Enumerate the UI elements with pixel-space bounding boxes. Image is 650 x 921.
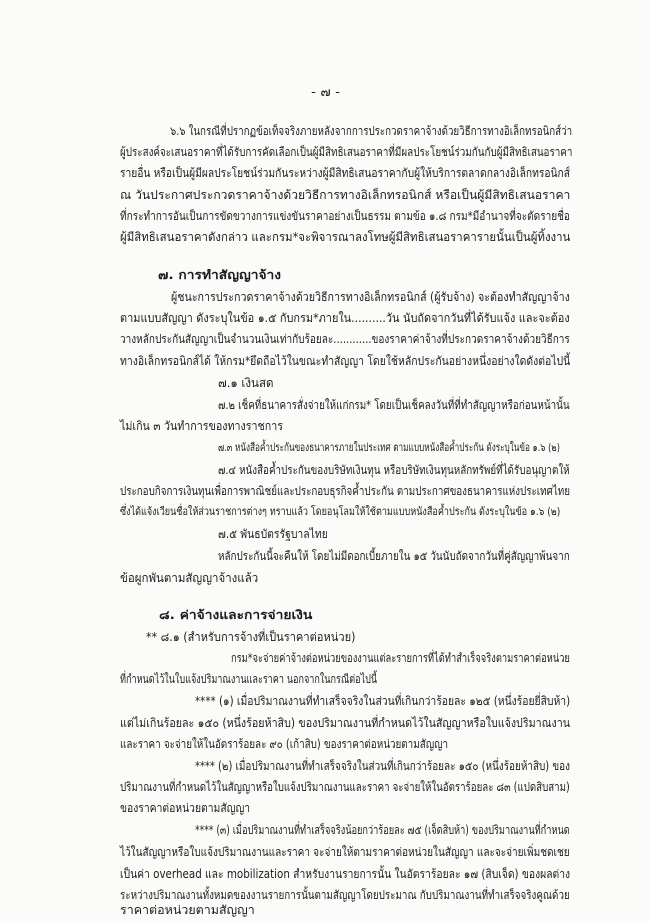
list-item: ของราคาต่อหน่วยตามสัญญา	[120, 801, 251, 815]
list-item: **** (๑) เมื่อปริมาณงานที่ทำเสร็จจริงในส่วนที่เกินกว่าร้อยละ ๑๒๕ (หนึ่งร้อยยี่สิบห้า)	[195, 694, 571, 708]
list-item: แต่ไม่เกินร้อยละ ๑๕๐ (หนึ่งร้อยห้าสิบ) ของปริมาณงานที่กำหนดไว้ในสัญญาหรือใบแจ้งปริมาณงาน	[120, 716, 570, 730]
list-item: ๗.๓ หนังสือค้ำประกันของธนาคารภายในประเทศ ตามแบบหนังสือค้ำประกัน ดังระบุในข้อ ๑.๖ (๒)	[218, 441, 560, 454]
section-heading: ๘. ค่าจ้างและการจ่ายเงิน	[159, 608, 313, 622]
list-item: ๗.๒ เช็คที่ธนาคารสั่งจ่ายให้แก่กรม* โดยเป็นเช็คลงวันที่ที่ทำสัญญาหรือก่อนหน้านั้น	[218, 398, 570, 412]
list-item: ๗.๔ หนังสือค้ำประกันของบริษัทเงินทุน หรือบริษัทเงินทุนหลักทรัพย์ที่ได้รับอนุญาตให้	[218, 463, 570, 477]
list-item: ไว้ในสัญญาหรือใบแจ้งปริมาณงานและราคา จะจ่ายให้ตามราคาต่อหน่วยในสัญญา และจะจ่ายเพิ่มชดเชย	[120, 845, 570, 859]
paragraph-line: หลักประกันนี้จะคืนให้ โดยไม่มีดอกเบี้ยภายใน ๑๕ วันนับถัดจากวันที่คู่สัญญาพ้นจาก	[218, 549, 570, 563]
paragraph-line: ผู้ชนะการประกวดราคาจ้างด้วยวิธีการทางอิเล็กทรอนิกส์ (ผู้รับจ้าง) จะต้องทำสัญญาจ้าง	[171, 290, 570, 304]
paragraph-line: ณ วันประกาศประกวดราคาจ้างด้วยวิธีการทางอิเล็กทรอนิกส์ หรือเป็นผู้มีสิทธิเสนอราคา	[120, 188, 571, 202]
paragraph-line: ผู้มีสิทธิเสนอราคาดังกล่าว และกรม*จะพิจารณาลงโทษผู้มีสิทธิเสนอราคารายนั้นเป็นผู้ทิ้งงาน	[120, 230, 571, 244]
paragraph-line: ๖.๖ ในกรณีที่ปรากฏข้อเท็จจริงภายหลังจากการประกวดราคาจ้างด้วยวิธีการทางอิเล็กทรอนิกส์ว่า	[170, 124, 573, 138]
paragraph-line: ทางอิเล็กทรอนิกส์ได้ ให้กรม*ยึดถือไว้ในขณะทำสัญญา โดยใช้หลักประกันอย่างหนึ่งอย่างใดดังต่อไปนี้	[120, 354, 571, 368]
paragraph-line: ตามแบบสัญญา ดังระบุในข้อ ๑.๕ กับกรม*ภายใน..........วัน นับถัดจากวันที่ได้รับแจ้ง และจะต้อง	[120, 311, 570, 325]
paragraph-line: วางหลักประกันสัญญาเป็นจำนวนเงินเท่ากับร้อยละ............ของราคาค่าจ้างที่ประกวดราคาจ้างด้วยวิธีการ	[120, 332, 570, 346]
sub-heading: ** ๘.๑ (สำหรับการจ้างที่เป็นราคาต่อหน่วย)	[146, 630, 356, 644]
page-number: - ๗ -	[311, 85, 341, 99]
list-item: **** (๒) เมื่อปริมาณงานที่ทำเสร็จจริงในส่วนที่เกินกว่าร้อยละ ๑๕๐ (หนึ่งร้อยห้าสิบ) ของ	[195, 759, 570, 773]
list-item: ราคาต่อหน่วยตามสัญญา	[120, 903, 255, 917]
list-item: เป็นค่า overhead และ mobilization สำหรับงานรายการนั้น ในอัตราร้อยละ ๑๗ (สิบเจ็ด) ของผลต่าง	[120, 867, 571, 881]
section-heading: ๗. การทำสัญญาจ้าง	[158, 268, 282, 282]
list-item: ๗.๕ พันธบัตรรัฐบาลไทย	[218, 527, 328, 541]
paragraph-line: ที่กำหนดไว้ในใบแจ้งปริมาณงานและราคา นอกจากในกรณีต่อไปนี้	[120, 672, 378, 686]
list-item: **** (๓) เมื่อปริมาณงานที่ทำเสร็จจริงน้อยกว่าร้อยละ ๗๕ (เจ็ดสิบห้า) ของปริมาณงานที่กำหนด	[195, 823, 570, 837]
list-item: ซึ่งได้แจ้งเวียนชื่อให้ส่วนราชการต่างๆ ทราบแล้ว โดยอนุโลมให้ใช้ตามแบบหนังสือค้ำประกัน ดังระบุในข้อ ๑.๖ (๒)	[120, 505, 561, 518]
paragraph-line: กรม*จะจ่ายค่าจ้างต่อหน่วยของงานแต่ละรายการที่ได้ทำสำเร็จจริงตามราคาต่อหน่วย	[231, 651, 570, 665]
list-item: ระหว่างปริมาณงานทั้งหมดของงานรายการนั้นตามสัญญาโดยประมาณ กับปริมาณงานที่ทำเสร็จจริงคูณด้วย	[120, 888, 570, 902]
paragraph-line: ข้อผูกพันตามสัญญาจ้างแล้ว	[120, 571, 259, 585]
paragraph-line: ที่กระทำการอันเป็นการขัดขวางการแข่งขันราคาอย่างเป็นธรรม ตามข้อ ๑.๘ กรม*มีอำนาจที่จะตัดรายชื่อ	[120, 209, 570, 223]
list-item: ๗.๑ เงินสด	[218, 376, 274, 390]
paragraph-line: ผู้ประสงค์จะเสนอราคาที่ได้รับการคัดเลือกเป็นผู้มีสิทธิเสนอราคาที่มีผลประโยชน์ร่วมกันกับผู้มีสิทธิเสนอราคา	[120, 145, 573, 159]
list-item: ปริมาณงานที่กำหนดไว้ในสัญญาหรือใบแจ้งปริมาณงานและราคา จะจ่ายให้ในอัตราร้อยละ ๘๓ (แปดสิบสาม)	[120, 780, 570, 794]
list-item: และราคา จะจ่ายให้ในอัตราร้อยละ ๙๐ (เก้าสิบ) ของราคาต่อหน่วยตามสัญญา	[120, 737, 449, 751]
list-item: ประกอบกิจการเงินทุนเพื่อการพาณิชย์และประกอบธุรกิจค้ำประกัน ตามประกาศของธนาคารแห่งประเทศไทย	[120, 484, 570, 498]
list-item: ไม่เกิน ๓ วันทำการของทางราชการ	[120, 419, 283, 433]
paragraph-line: รายอื่น หรือเป็นผู้มีผลประโยชน์ร่วมกันระหว่างผู้มีสิทธิเสนอราคากับผู้ให้บริการตลาดกลางอิเล็กทรอนิกส์	[120, 166, 570, 180]
